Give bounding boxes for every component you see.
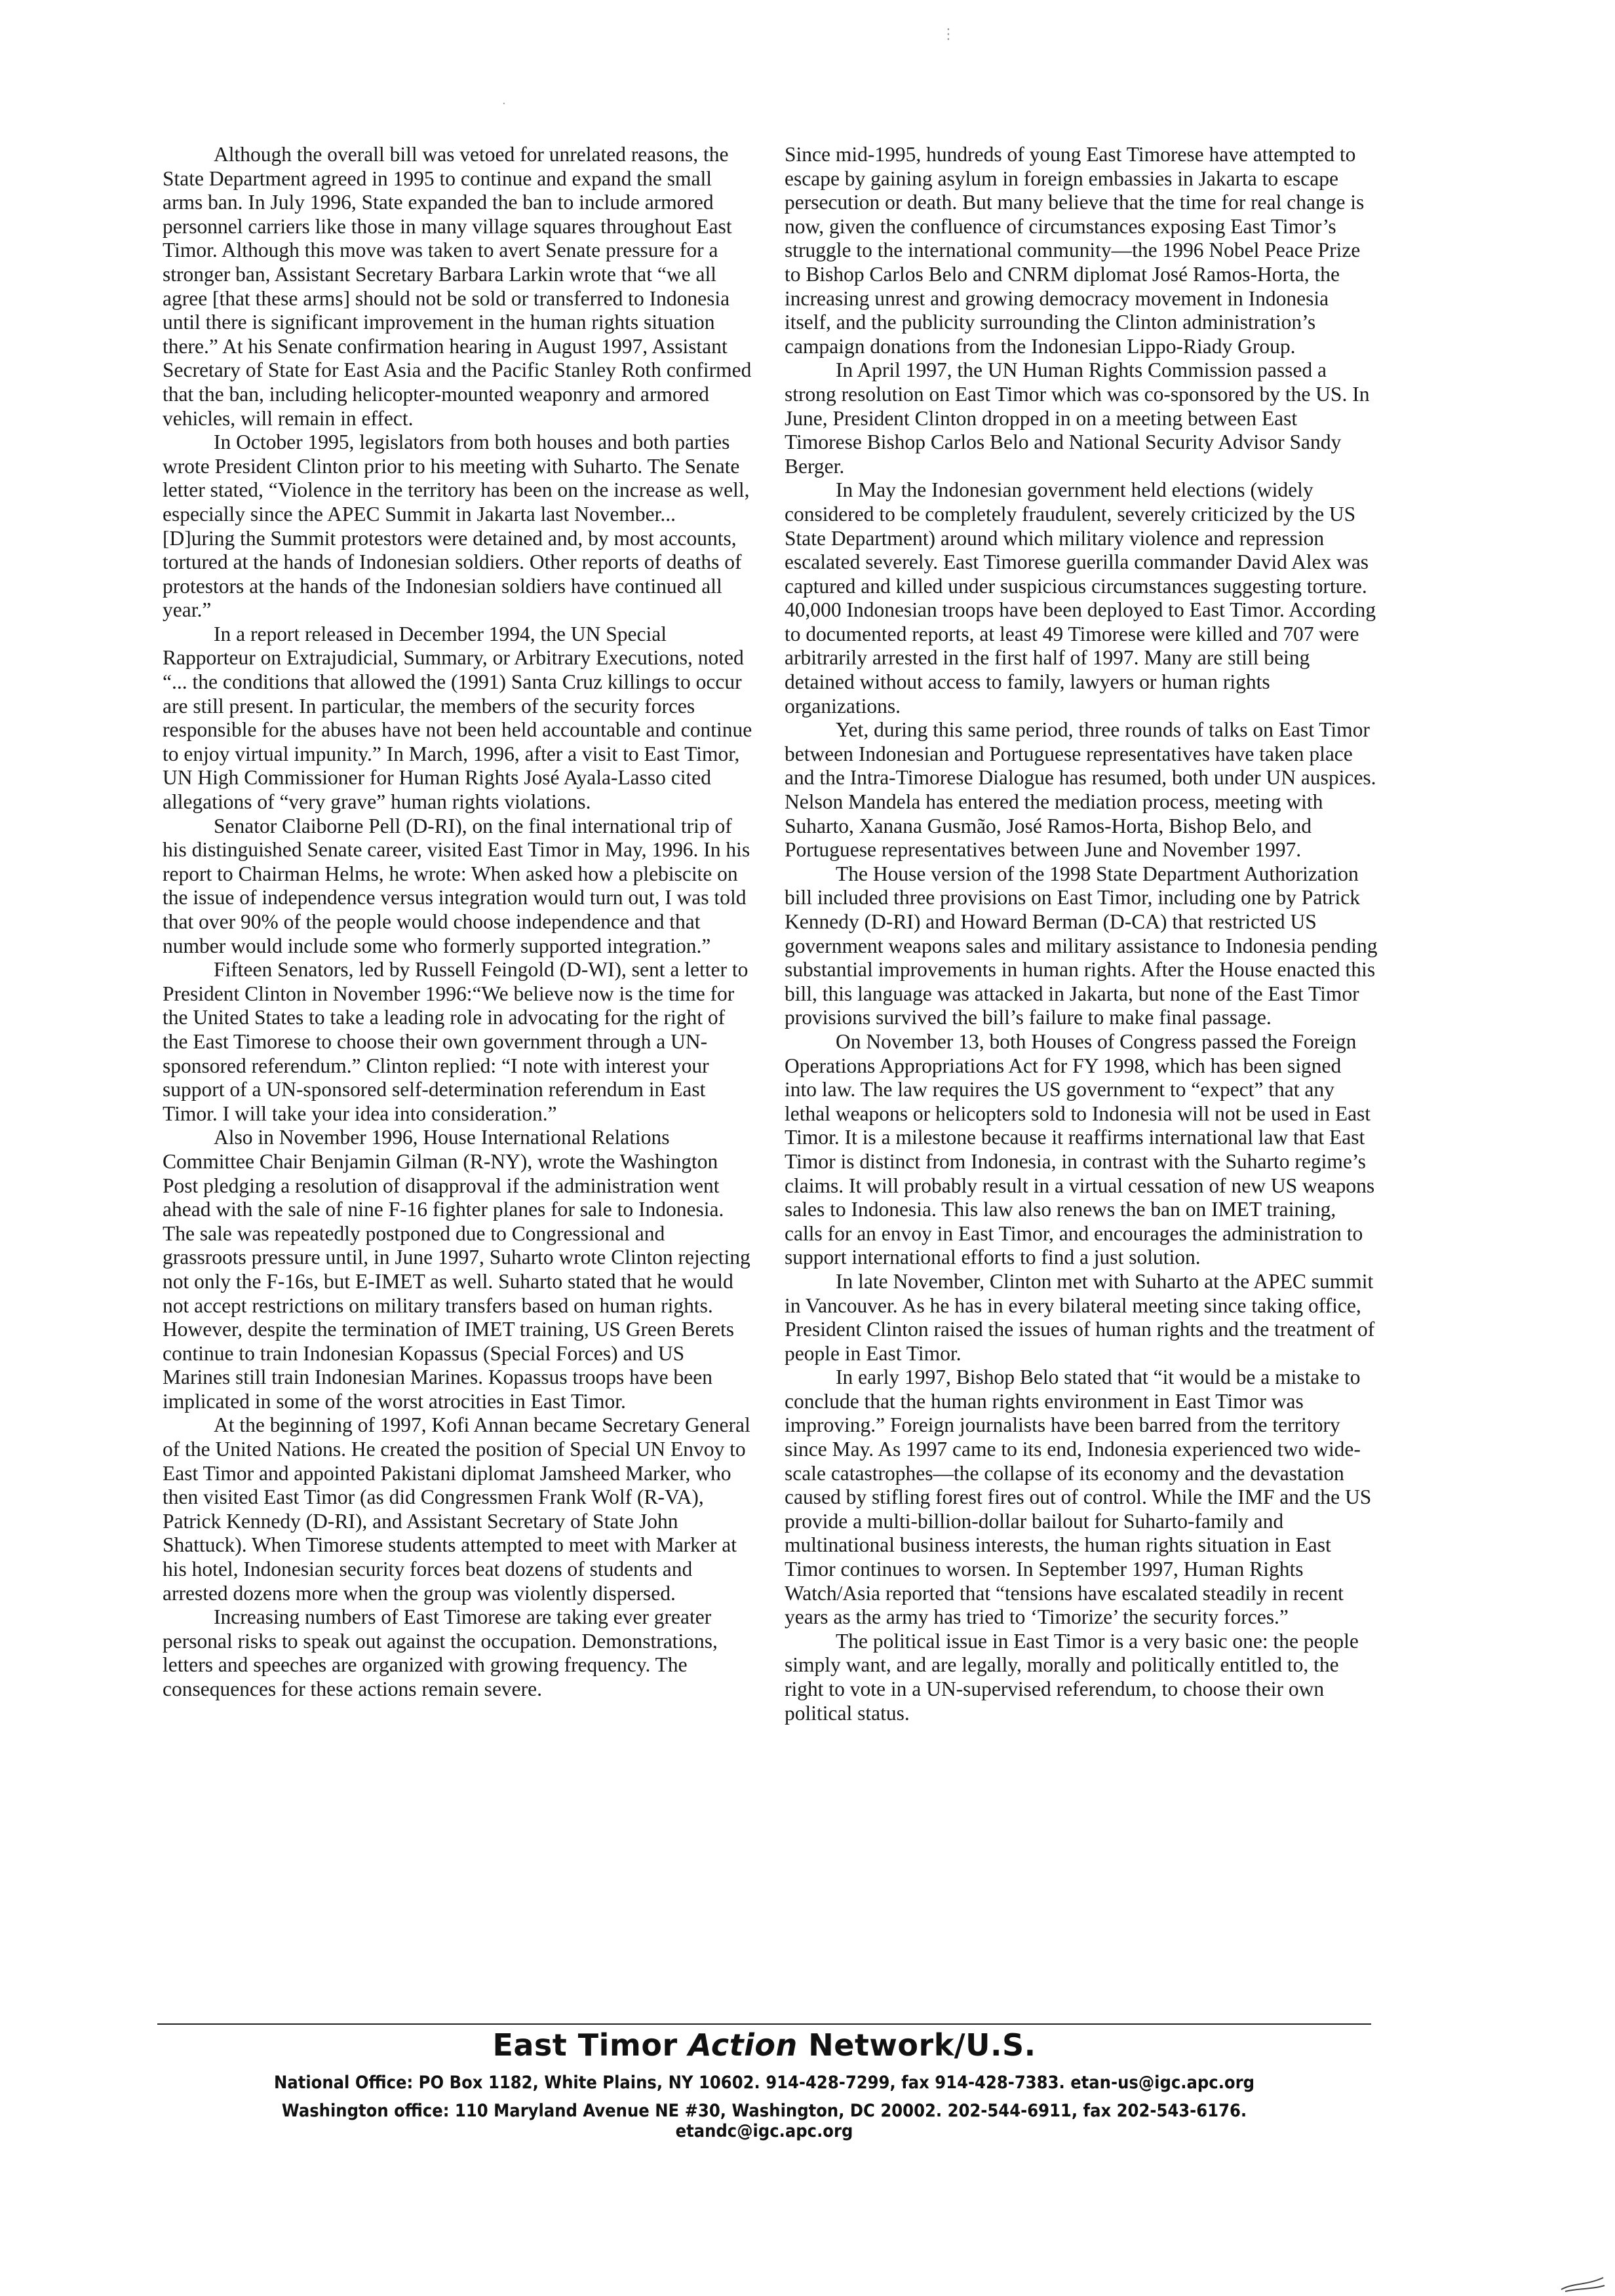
paragraph: Although the overall bill was vetoed for unrelated reasons, the State Department agreed in 1995 to continue and expand the small arms ban. In July 1996, State expanded the ban to include armored personnel carriers like those in many village squares throughout East Timor. Although this move was taken to avert Senate pressure for a stronger ban, Assistant Secretary Barbara Larkin wrote that “we all agree [that these arms] should not be sold or transferred to Indonesia until there is significant improvement in the human rights situation there.” At his Senate confirmation hearing in August 1997, Assistant Secretary of State for East Asia and the Pacific Stanley Roth confirmed that the ban, including helicopter-mounted weaponry and armored vehicles, will remain in effect.	[163, 143, 752, 430]
paragraph: In a report released in December 1994, the UN Special Rapporteur on Extrajudicial, Summary, or Arbitrary Executions, noted “... the conditions that allowed the (1991) Santa Cruz killings to occur are still present. In particular, the members of the security forces responsible for the abuses have not been held accountable and continue to enjoy virtual impunity.” In March, 1996, after a visit to East Timor, UN High Commissioner for Human Rights José Ayala-Lasso cited allegations of “very grave” human rights violations.	[163, 622, 752, 814]
footer-divider	[157, 2023, 1371, 2025]
paragraph: In late November, Clinton met with Suharto at the APEC summit in Vancouver. As he has in every bilateral meeting since taking office, President Clinton raised the issues of human rights and the treatment of people in East Timor.	[785, 1269, 1375, 1365]
right-column	[785, 143, 1378, 1725]
org-name-prefix: East Timor	[492, 2027, 689, 2063]
corner-pen-mark	[1560, 2274, 1606, 2293]
paragraph: The political issue in East Timor is a very basic one: the people simply want, and are legally, morally and politically entitled to, the right to vote in a UN-supervised referendum, to choose their own political status.	[785, 1629, 1359, 1725]
paragraph: In May the Indonesian government held elections (widely considered to be completely fraudulent, severely criticized by the US State Department) around which military violence and repression escalated severely. East Timorese guerilla commander David Alex was captured and killed under suspicious circumstances suggesting torture. 40,000 Indonesian troops have been deployed to East Timor. According to documented reports, at least 49 Timorese were killed and 707 were arbitrarily arrested in the first half of 1997. Many are still being detained without access to family, lawyers or human rights organizations.	[785, 478, 1376, 718]
paragraph: On November 13, both Houses of Congress passed the Foreign Operations Appropriations Act for FY 1998, which has been signed into law. The law requires the US government to “expect” that any lethal weapons or helicopters sold to Indonesia will not be used in East Timor. It is a milestone because it reaffirms international law that East Timor is distinct from Indonesia, in contrast with the Suharto regime’s claims. It will probably result in a virtual cessation of new US weapons sales to Indonesia. This law also renews the ban on IMET training, calls for an envoy in East Timor, and encourages the administration to support international efforts to find a just solution.	[785, 1029, 1375, 1269]
footer-washington-office: Washington office: 110 Maryland Avenue NE #30, Washington, DC 20002. 202-544-6911, fax 202-543-6176. etandc@igc.apc.org	[281, 2101, 1247, 2141]
scan-speck: ⋮	[941, 26, 956, 43]
paragraph: Since mid-1995, hundreds of young East Timorese have attempted to escape by gaining asylum in foreign embassies in Jakarta to escape persecution or death. But many believe that the time for real change is now, given the confluence of circumstances exposing East Timor’s struggle to the international community—the 1996 Nobel Peace Prize to Bishop Carlos Belo and CNRM diplomat José Ramos-Horta, the increasing unrest and growing democracy movement in Indonesia itself, and the publicity surrounding the Clinton administration’s campaign donations from the Indonesian Lippo-Riady Group.	[785, 143, 1365, 358]
paragraph: Yet, during this same period, three rounds of talks on East Timor between Indonesian and Portuguese representatives have taken place and the Intra-Timorese Dialogue has resumed, both under UN auspices. Nelson Mandela has entered the mediation process, meeting with Suharto, Xanana Gusmão, José Ramos-Horta, Bishop Belo, and Portuguese representatives between June and November 1997.	[785, 718, 1376, 862]
footer-national-office: National Office: PO Box 1182, White Plains, NY 10602. 914-428-7299, fax 914-428-7383. etan-us@igc.apc.org	[273, 2073, 1255, 2093]
paragraph: Also in November 1996, House International Relations Committee Chair Benjamin Gilman (R-NY), wrote the Washington Post pledging a resolution of disapproval if the administration went ahead with the sale of nine F-16 fighter planes for sale to Indonesia. The sale was repeatedly postponed due to Congressional and grassroots pressure until, in June 1997, Suharto wrote Clinton rejecting not only the F-16s, but E-IMET as well. Suharto stated that he would not accept restrictions on military transfers based on human rights. However, despite the termination of IMET training, US Green Berets continue to train Indonesian Kopassus (Special Forces) and US Marines still train Indonesian Marines. Kopassus troops have been implicated in some of the worst atrocities in East Timor.	[163, 1126, 750, 1413]
paragraph: In April 1997, the UN Human Rights Commission passed a strong resolution on East Timor which was co-sponsored by the US. In June, President Clinton dropped in on a meeting between East Timorese Bishop Carlos Belo and National Security Advisor Sandy Berger.	[785, 358, 1370, 478]
paragraph: The House version of the 1998 State Department Authorization bill included three provisions on East Timor, including one by Patrick Kennedy (D-RI) and Howard Berman (D-CA) that restricted US government weapons sales and military assistance to Indonesia pending substantial improvements in human rights. After the House enacted this bill, this language was attacked in Jakarta, but none of the East Timor provisions survived the bill’s failure to make final passage.	[785, 862, 1378, 1029]
paragraph: At the beginning of 1997, Kofi Annan became Secretary General of the United Nations. He created the position of Special UN Envoy to East Timor and appointed Pakistani diplomat Jamsheed Marker, who then visited East Timor (as did Congressmen Frank Wolf (R-VA), Patrick Kennedy (D-RI), and Assistant Secretary of State John Shattuck). When Timorese students attempted to meet with Marker at his hotel, Indonesian security forces beat dozens of students and arrested dozens more when the group was violently dispersed.	[163, 1413, 750, 1605]
paragraph: Fifteen Senators, led by Russell Feingold (D-WI), sent a letter to President Clinton in November 1996:“We believe now is the time for the United States to take a leading role in advocating for the right of the East Timorese to choose their own government through a UN-sponsored referendum.” Clinton replied: “I note with interest your support of a UN-sponsored self-determination referendum in East Timor. I will take your idea into consideration.”	[163, 958, 749, 1125]
paragraph: Senator Claiborne Pell (D-RI), on the final international trip of his distinguished Senate career, visited East Timor in May, 1996. In his report to Chairman Helms, he wrote: When asked how a plebiscite on the issue of independence versus integration would turn out, I was told that over 90% of the people would choose independence and that number would include some who formerly supported integration.”	[163, 814, 750, 957]
paragraph: Increasing numbers of East Timorese are taking ever greater personal risks to speak out against the occupation. Demonstrations, letters and speeches are organized with growing frequency. The consequences for these actions remain severe.	[163, 1605, 718, 1700]
left-column	[163, 143, 752, 1702]
paragraph: In early 1997, Bishop Belo stated that “it would be a mistake to conclude that the human rights environment in East Timor was improving.” Foreign journalists have been barred from the territory since May. As 1997 came to its end, Indonesia experienced two wide-scale catastrophes—the collapse of its economy and the devastation caused by stifling forest fires out of control. While the IMF and the US provide a multi-billion-dollar bailout for Suharto-family and multinational business interests, the human rights situation in East Timor continues to worsen. In September 1997, Human Rights Watch/Asia reported that “tensions have escalated steadily in recent years as the army has tried to ‘Timorize’ the security forces.”	[785, 1366, 1372, 1629]
paragraph: In October 1995, legislators from both houses and both parties wrote President Clinton prior to his meeting with Suharto. The Senate letter stated, “Violence in the territory has been on the increase as well, especially since the APEC Summit in Jakarta last November... [D]uring the Summit protestors were detained and, by most accounts, tortured at the hands of Indonesian soldiers. Other reports of deaths of protestors at the hands of the Indonesian soldiers have continued all year.”	[163, 430, 750, 622]
org-name-italic: Action	[688, 2027, 798, 2063]
org-name-suffix: Network/U.S.	[797, 2027, 1036, 2063]
footer-org-name	[157, 2027, 1371, 2063]
scan-speck: ·	[502, 97, 506, 111]
